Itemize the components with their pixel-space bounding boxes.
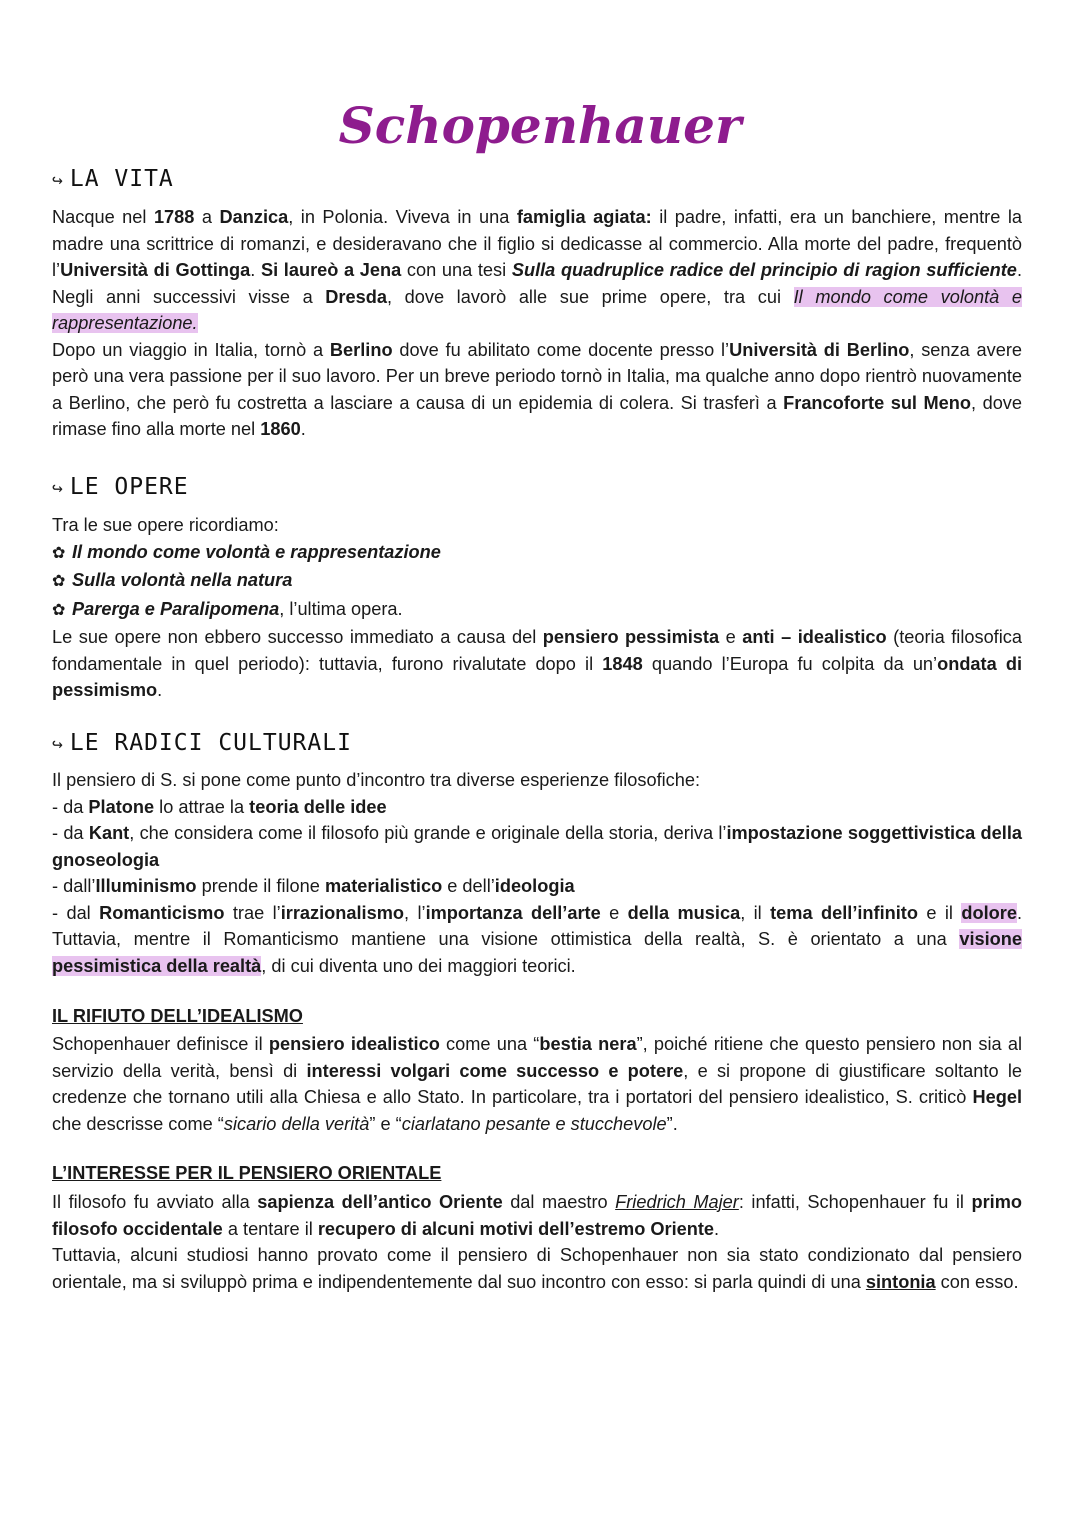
paragraph: Nacque nel 1788 a Danzica, in Polonia. Viveva in una famiglia agiata: il padre, infatti, era un banchiere, mentre la madre una scrittrice di romanzi, e desideravano che il figlio si dedicasse al commercio. Alla morte del padre, frequentò l’Università di Gottinga. Si laureò a Jena con una tesi Sulla quadruplice radice del principio di ragion sufficiente. Negli anni successivi visse a Dresda, dove lavorò alle sue prime opere, tra cui Il mondo come volontà e rappresentazione. — [52, 207, 1022, 333]
list-item: ✿ Sulla volontà nella natura — [52, 567, 1022, 596]
flower-bullet-icon: ✿ — [52, 573, 66, 590]
highlighted-text: Il mondo come volontà e rappresentazione. — [52, 286, 1022, 333]
section-body-vita — [52, 204, 1022, 443]
list-item: ✿ Parerga e Paralipomena, l’ultima opera. — [52, 596, 1022, 625]
paragraph: Schopenhauer definisce il pensiero idealistico come una “bestia nera”, poiché ritiene che questo pensiero non sia al servizio della verità, bensì di interessi volgari come successo e potere, e si propone di giustificare soltanto le credenze che tornano utili alla Chiesa e allo Stato. In particolare, tra i portatori del pensiero idealistico, S. criticò Hegel che descrisse come “sicario della verità” e “ciarlatano pesante e stucchevole”. — [52, 1034, 1022, 1134]
hooked-arrow-icon: ↪ — [52, 478, 64, 499]
subsection-heading-rifiuto: IL RIFIUTO DELL’IDEALISMO — [52, 1006, 303, 1026]
subsection-heading-oriente: L’INTERESSE PER IL PENSIERO ORIENTALE — [52, 1163, 442, 1183]
paragraph: Il pensiero di S. si pone come punto d’incontro tra diverse esperienze filosofiche: — [52, 770, 701, 790]
section-body-oriente — [52, 1189, 1022, 1295]
paragraph: Le sue opere non ebbero successo immediato a causa del pensiero pessimista e anti – idealistico (teoria filosofica fondamentale in quel periodo): tuttavia, furono rivalutate dopo il 1848 quando l’Europa fu colpita da un’ondata di pessimismo. — [52, 627, 1022, 700]
section-heading-label: LE RADICI CULTURALI — [69, 730, 352, 756]
highlighted-text: visione pessimistica della realtà — [52, 929, 1022, 976]
section-heading-opere — [52, 474, 189, 500]
hooked-arrow-icon: ↪ — [52, 170, 64, 191]
list-item: - da Platone lo attrae la teoria delle idee — [52, 796, 387, 817]
list-item: - da Kant, che considera come il filosofo più grande e originale della storia, deriva l’impostazione soggettivistica della gnoseologia — [52, 823, 1022, 870]
section-heading-label: LE OPERE — [69, 474, 189, 500]
list-item: - dall’Illuminismo prende il filone materialistico e dell’ideologia — [52, 876, 575, 896]
flower-bullet-icon: ✿ — [52, 601, 66, 619]
section-body-opere — [52, 512, 1022, 704]
paragraph: Il filosofo fu avviato alla sapienza dell’antico Oriente dal maestro Friedrich Majer: infatti, Schopenhauer fu il primo filosofo occidentale a tentare il recupero di alcuni motivi dell’estremo Oriente. — [52, 1192, 1022, 1239]
page-title: Schopenhauer — [338, 96, 742, 155]
section-heading-radici — [52, 730, 352, 756]
paragraph: Dopo un viaggio in Italia, tornò a Berlino dove fu abilitato come docente presso l’Università di Berlino, senza avere però una vera passione per il suo lavoro. Per un breve periodo tornò in Italia, ma qualche anno dopo rientrò nuovamente a Berlino, che però fu costretta a lasciare a causa di un epidemia di colera. Si trasferì a Francoforte sul Meno, dove rimase fino alla morte nel 1860. — [52, 339, 1023, 439]
section-heading-vita — [52, 166, 174, 192]
section-body-radici — [52, 767, 1022, 979]
section-heading-label: LA VITA — [69, 166, 174, 192]
paragraph: Tra le sue opere ricordiamo: — [52, 515, 279, 535]
highlighted-text: dolore — [961, 902, 1017, 923]
hooked-arrow-icon: ↪ — [52, 734, 64, 755]
section-body-rifiuto — [52, 1031, 1022, 1137]
paragraph: Tuttavia, alcuni studiosi hanno provato come il pensiero di Schopenhauer non sia stato condizionato dal pensiero orientale, ma si sviluppò prima e indipendentemente dal suo incontro con esso: si parla quindi di una sintonia con esso. — [52, 1245, 1022, 1292]
flower-bullet-icon: ✿ — [52, 544, 66, 562]
list-item: - dal Romanticismo trae l’irrazionalismo, l’importanza dell’arte e della musica, il tema dell’infinito e il dolore. Tuttavia, mentre il Romanticismo mantiene una visione ottimistica della realtà, S. è orientato a una visione pessimistica della realtà, di cui diventa uno dei maggiori teorici. — [52, 902, 1023, 976]
list-item: ✿ Il mondo come volontà e rappresentazione — [52, 539, 1022, 568]
